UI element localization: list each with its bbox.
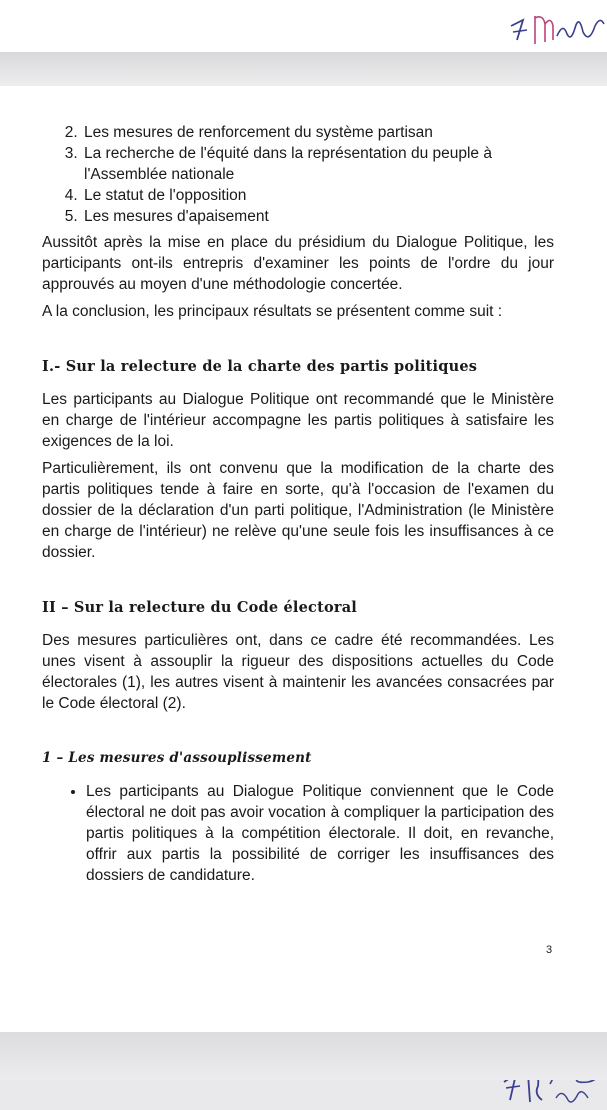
paragraph: Les participants au Dialogue Politique ont recommandé que le Ministère en charge de l'intérieur accompagne les partis politiques à satisfaire les exigences de la loi. xyxy=(42,391,554,450)
list-item: 2. Les mesures de renforcement du système partisan xyxy=(82,122,554,143)
conclusion-paragraph: A la conclusion, les principaux résultats se présentent comme suit : xyxy=(42,303,503,320)
page-number: 3 xyxy=(546,944,553,956)
previous-page-edge xyxy=(0,0,607,52)
page-gap-top xyxy=(0,52,607,86)
handwritten-initials-top xyxy=(505,6,605,48)
page-content xyxy=(42,122,554,886)
intro-paragraph: Aussitôt après la mise en place du présidium du Dialogue Politique, les participants ont-ils entrepris d'examiner les points de l'ordre du jour approuvés au moyen d'une méthodologie concertée. xyxy=(42,234,554,293)
section-heading-charte: I.- Sur la relecture de la charte des partis politiques xyxy=(42,358,478,375)
section-heading-code-electoral: II – Sur la relecture du Code électoral xyxy=(42,599,357,616)
paragraph: Particulièrement, ils ont convenu que la modification de la charte des partis politiques tende à faire en sorte, qu'à l'occasion de l'examen du dossier de la déclaration d'un parti politique, l'Administration (le Ministère en charge de l'intérieur) ne relève qu'une seule fois les insuffisances à ce dossier. xyxy=(42,460,554,561)
page-gap-bottom xyxy=(0,1032,607,1080)
list-item: 5. Les mesures d'apaisement xyxy=(82,206,554,227)
subsection-heading-assouplissement: 1 – Les mesures d'assouplissement xyxy=(42,750,312,766)
agenda-list xyxy=(42,122,554,227)
paragraph: Des mesures particulières ont, dans ce cadre été recommandées. Les unes visent à assouplir la rigueur des dispositions actuelles du Code électorales (1), les autres visent à maintenir les avancées consacrées par le Code électoral (2). xyxy=(42,632,554,712)
list-item: 3. La recherche de l'équité dans la représentation du peuple à l'Assemblée nationale xyxy=(82,143,554,185)
bullet-list xyxy=(42,781,554,886)
list-item: 4. Le statut de l'opposition xyxy=(82,185,554,206)
list-item: • Les participants au Dialogue Politique conviennent que le Code électoral ne doit pas avoir vocation à compliquer la participation des partis politiques à la compétition électorale. Il doit, en revanche, offrir aux partis la possibilité de corriger les insuffisances des dossiers de candidature. xyxy=(86,781,554,886)
document-page xyxy=(0,86,607,1032)
